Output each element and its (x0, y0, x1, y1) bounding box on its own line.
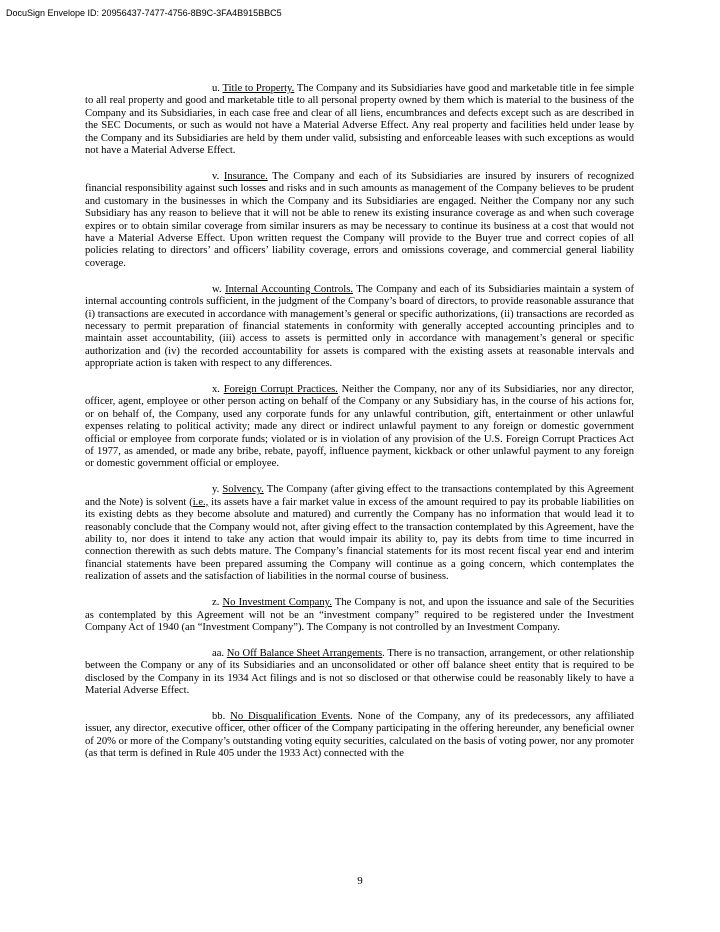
section-text: The Company and each of its Subsidiaries are insured by insurers of recognized financial responsibility against such losses and risks and in such amounts as management of the Company believes to be prudent and customary in the businesses in which the Company and its Subsidiaries are engaged. Neither the Company nor any such Subsidiary has any reason to believe that it will not be able to renew its existing insurance coverage as and when such coverage expires or to obtain similar coverage from similar insurers as may be necessary to continue its business at a cost that would not have a Material Adverse Effect. Upon written request the Company will provide to the Buyer true and correct copies of all policies relating to directors’ and officers’ liability coverage, errors and omissions coverage, and commercial general liability coverage. (85, 170, 634, 269)
section-w (85, 284, 634, 371)
section-text: its assets have a fair market value in excess of the amount required to pay its probable liabilities on its existing debts as they become absolute and matured) and currently the Company has no information that would lead it to reasonably conclude that the Company would not, after giving effect to the transaction contemplated by this Agreement, have the ability to, nor does it intend to take any action that would impair its ability to, pay its debts from time to time incurred in connection therewith as such debts mature. The Company’s financial statements for its most recent fiscal year end and interim financial statements have been prepared assuming the Company will continue as a going concern, which contemplates the realization of assets and the satisfaction of liabilities in the normal course of business. (85, 496, 635, 583)
section-v (85, 171, 634, 270)
section-text: The Company is not, and upon the issuance and sale of the Securities as contemplated by this Agreement will not be an “investment company” required to be registered under the Investment Company Act of 1940 (an “Investment Company”). The Company is not controlled by an Investment Company. (85, 597, 634, 633)
section-label: bb. (212, 710, 226, 722)
section-label: v. (212, 170, 220, 182)
section-heading: No Disqualification Events (230, 710, 351, 722)
section-label: u. (212, 83, 220, 94)
section-text: The Company and its Subsidiaries have good and marketable title in fee simple to all real property and good and marketable title to all personal property owned by them which is material to the business of the Company and its Subsidiaries, in each case free and clear of all liens, encumbrances and defects except such as are described in the SEC Documents, or such as would not have a Material Adverse Effect. Any real property and facilities held under lease by the Company and its Subsidiaries are held by them under valid, subsisting and enforceable leases with such exceptions as would not have a Material Adverse Effect. (85, 83, 634, 157)
section-text: Neither the Company, nor any of its Subsidiaries, nor any director, officer, agent, employee or other person acting on behalf of the Company or any Subsidiary has, in the course of his actions for, or on behalf of, the Company, used any corporate funds for any unlawful contribution, gift, entertainment or other unlawful expenses relating to political activity; made any direct or indirect unlawful payment to any foreign or domestic government official or employee from corporate funds; violated or is in violation of any provision of the U.S. Foreign Corrupt Practices Act of 1977, as amended, or made any bribe, rebate, payoff, influence payment, kickback or other unlawful payment to any foreign or domestic government official or employee. (85, 384, 635, 470)
section-z (85, 597, 634, 634)
section-heading: Foreign Corrupt Practices. (223, 384, 338, 396)
section-text: The Company and each of its Subsidiaries maintain a system of internal accounting controls sufficient, in the judgment of the Company’s board of directors, to provide reasonable assurance that (i) transactions are executed in accordance with management’s general or specific authorizations, (ii) transactions are recorded as necessary to permit preparation of financial statements in conformity with generally accepted accounting principles and to maintain asset accountability, (iii) access to assets is permitted only in accordance with management’s general or specific authorization and (iv) the recorded accountability for assets is compared with the existing assets at reasonable intervals and appropriate action is taken with respect to any differences. (85, 283, 634, 370)
section-heading: No Off Balance Sheet Arrangements (226, 647, 383, 659)
document-body (85, 83, 634, 774)
section-text: . None of the Company, any of its predecessors, any affiliated issuer, any director, executive officer, other officer of the Company participating in the offering hereunder, any beneficial owner of 20% or more of the Company’s outstanding voting equity securities, calculated on the basis of voting power, nor any promoter (as that term is defined in Rule 405 under the 1933 Act) connected with the (85, 710, 634, 760)
section-heading: Internal Accounting Controls. (225, 283, 353, 295)
docusign-envelope-id: DocuSign Envelope ID: 20956437-7477-4756-8B9C-3FA4B915BBC5 (6, 8, 282, 18)
section-label: z. (212, 597, 220, 609)
section-u (85, 83, 634, 157)
section-x (85, 384, 634, 471)
section-label: aa. (212, 647, 225, 659)
section-heading: No Investment Company. (222, 597, 332, 609)
section-heading: Solvency. (222, 484, 264, 496)
section-label: w. (212, 283, 222, 295)
section-text-before: The Company (after giving effect to the transactions contemplated by this Agreement and the Note) is solvent ( (85, 484, 634, 508)
section-aa (85, 648, 634, 698)
section-label: x. (212, 384, 220, 396)
section-heading: Title to Property. (222, 83, 295, 94)
section-text: . There is no transaction, arrangement, or other relationship between the Company or any of its Subsidiaries and an unconsolidated or other off balance sheet entity that is required to be disclosed by the Company in its 1934 Act filings and is not so disclosed or that otherwise could be reasonably likely to have a Material Adverse Effect. (85, 647, 634, 697)
page-number: 9 (357, 875, 363, 887)
section-y (85, 484, 634, 583)
section-bb (85, 711, 634, 761)
section-inline-underline: i.e., (192, 496, 209, 508)
section-heading: Insurance. (223, 170, 268, 182)
section-label: y. (212, 484, 220, 496)
